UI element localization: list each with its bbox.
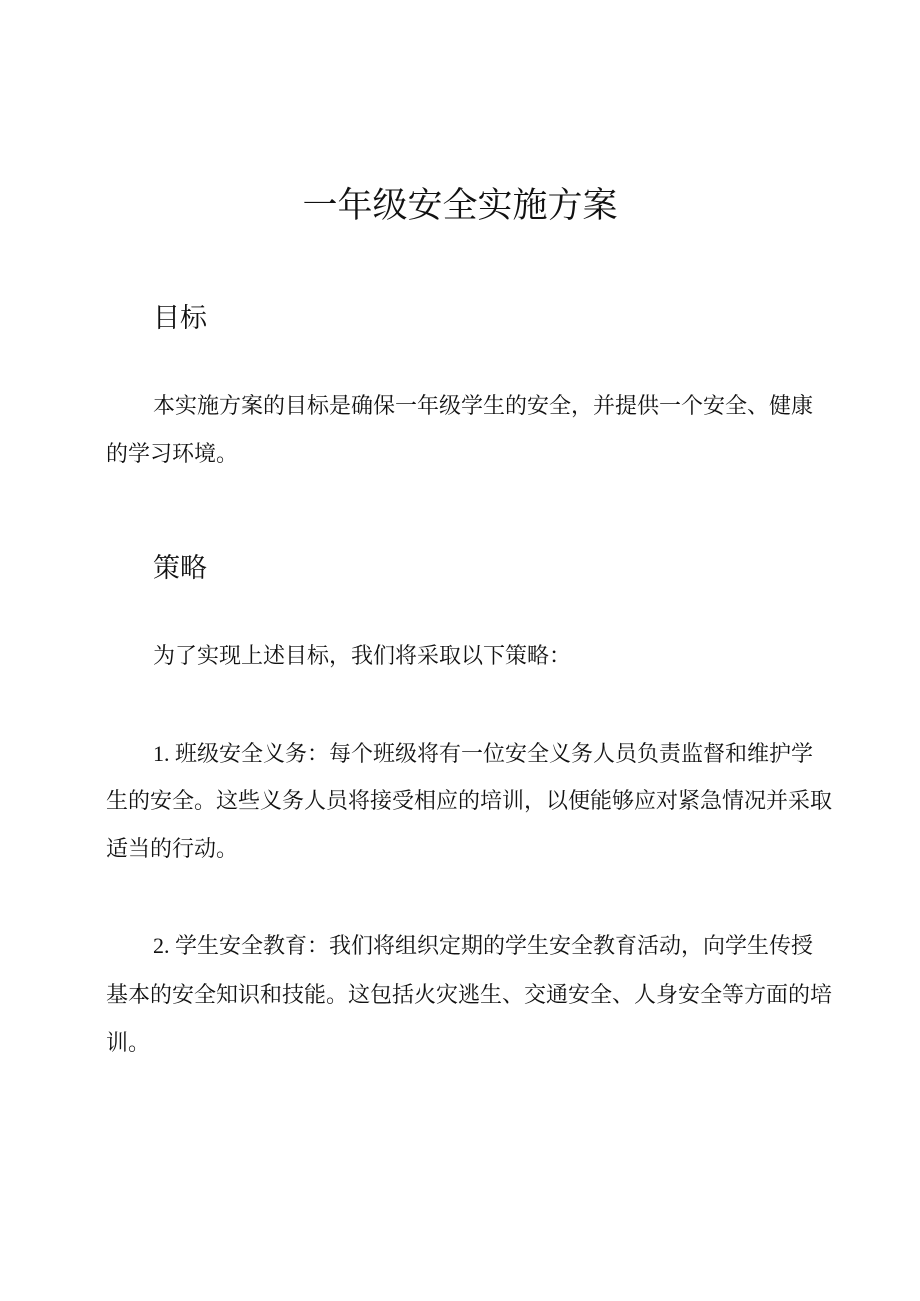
- section-heading-strategy: 策略: [153, 553, 207, 583]
- strategy-item-1-line: 适当的行动。: [106, 836, 239, 861]
- document-title: 一年级安全实施方案: [302, 186, 618, 225]
- strategy-item-2-line: 基本的安全知识和技能。这包括火灾逃生、交通安全、人身安全等方面的培: [106, 982, 833, 1007]
- strategy-item-2-line: 训。: [106, 1030, 151, 1055]
- strategy-item-2-line: 2. 学生安全教育：我们将组织定期的学生安全教育活动，向学生传授: [153, 933, 814, 958]
- strategy-intro: 为了实现上述目标，我们将采取以下策略：: [153, 643, 572, 668]
- strategy-item-1-line: 生的安全。这些义务人员将接受相应的培训，以便能够应对紧急情况并采取: [106, 788, 833, 813]
- goal-paragraph-line: 本实施方案的目标是确保一年级学生的安全，并提供一个安全、健康: [153, 393, 814, 418]
- strategy-item-1-line: 1. 班级安全义务：每个班级将有一位安全义务人员负责监督和维护学: [153, 741, 814, 766]
- section-heading-goal: 目标: [153, 303, 207, 333]
- goal-paragraph-line: 的学习环境。: [106, 441, 239, 466]
